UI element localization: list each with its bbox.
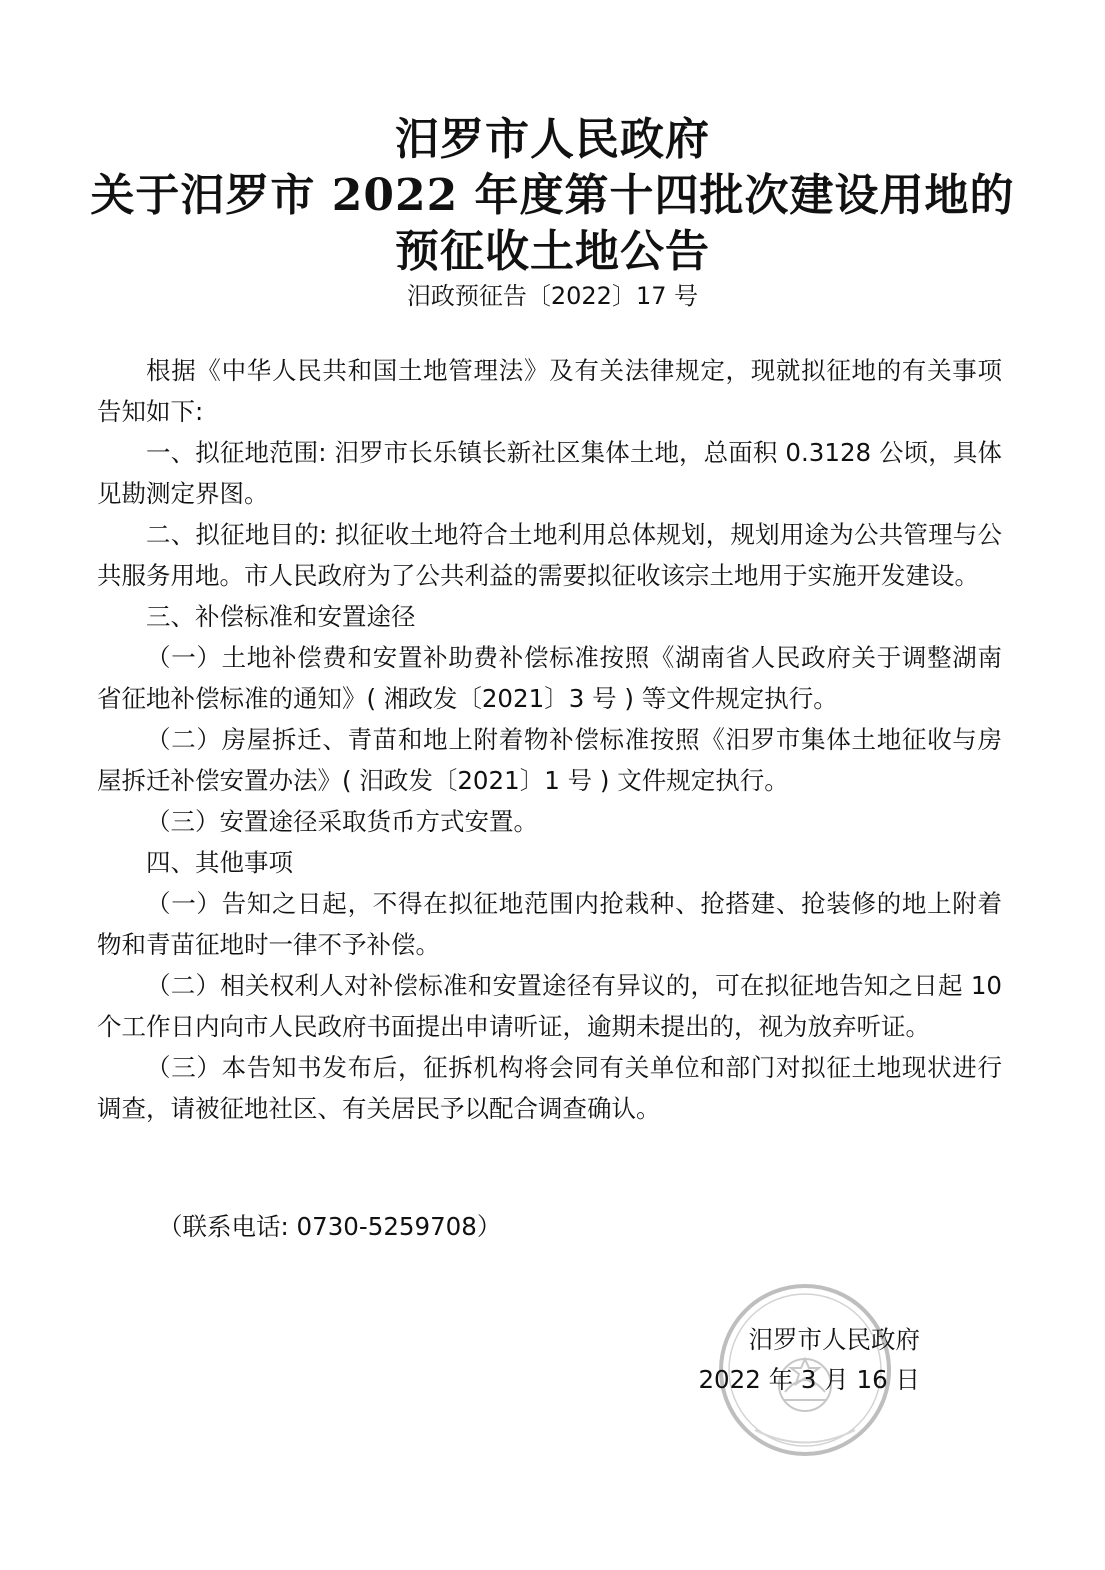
signature-block [660,1320,920,1400]
title-line-1: 汨罗市人民政府 [395,114,710,165]
paragraph-compensation-2: （二）房屋拆迁、青苗和地上附着物补偿标准按照《汨罗市集体土地征收与房屋拆迁补偿安置办法》( 汨政发〔2021〕1 号 ) 文件规定执行。 [97,725,1002,795]
paragraph-scope: 一、拟征地范围: 汨罗市长乐镇长新社区集体土地，总面积 0.3128 公顷，具体见勘测定界图。 [97,438,1002,508]
document-number: 汨政预征告〔2022〕17 号 [406,282,699,310]
paragraph-intro: 根据《中华人民共和国土地管理法》及有关法律规定，现就拟征地的有关事项告知如下: [97,356,1002,426]
title-line-2: 关于汨罗市 2022 年度第十四批次建设用地的 [90,170,1015,221]
document-title [0,112,1105,280]
issue-date: 2022 年 3 月 16 日 [698,1365,920,1394]
paragraph-purpose: 二、拟征地目的: 拟征收土地符合土地利用总体规划，规划用途为公共管理与公共服务用地。市人民政府为了公共利益的需要拟征收该宗土地用于实施开发建设。 [97,520,1002,590]
issuer-name: 汨罗市人民政府 [748,1325,920,1354]
title-line-3: 预征收土地公告 [395,226,710,277]
section-heading-compensation: 三、补偿标准和安置途径 [146,602,416,631]
paragraph-other-3: （三）本告知书发布后，征拆机构将会同有关单位和部门对拟征土地现状进行调查，请被征地社区、有关居民予以配合调查确认。 [97,1053,1002,1123]
paragraph-other-2: （二）相关权利人对补偿标准和安置途径有异议的，可在拟征地告知之日起 10 个工作日内向市人民政府书面提出申请听证，逾期未提出的，视为放弃听证。 [97,971,1002,1041]
section-heading-other: 四、其他事项 [146,848,293,877]
paragraph-other-1: （一）告知之日起，不得在拟征地范围内抢栽种、抢搭建、抢装修的地上附着物和青苗征地时一律不予补偿。 [97,889,1002,959]
paragraph-compensation-3: （三）安置途径采取货币方式安置。 [146,807,538,836]
contact-phone: （联系电话: 0730-5259708） [158,1212,502,1241]
paragraph-compensation-1: （一）土地补偿费和安置补助费补偿标准按照《湖南省人民政府关于调整湖南省征地补偿标准的通知》( 湘政发〔2021〕3 号 ) 等文件规定执行。 [97,643,1002,713]
document-body [97,350,1002,1129]
